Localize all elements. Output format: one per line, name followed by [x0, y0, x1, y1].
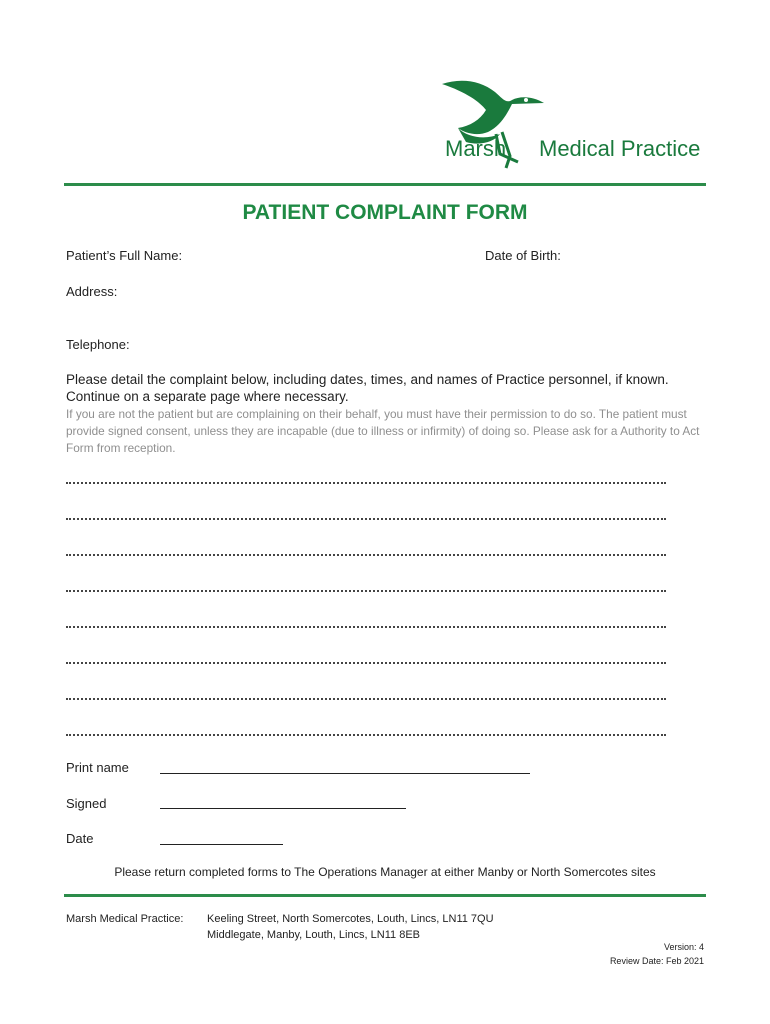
complaint-line-1[interactable] [66, 482, 666, 484]
consent-note: If you are not the patient but are complaining on their behalf, you must have their permission to do so. The patient must provide signed consent, unless they are incapable (due to illness or infirmity) of doing so. Please ask for a Authority to Act Form from reception. [66, 407, 700, 455]
practice-logo [440, 76, 710, 176]
signed-line[interactable] [160, 808, 406, 809]
footer-version: Version: 4 [663, 942, 704, 952]
footer-address-1: Keeling Street, North Somercotes, Louth, Lincs, LN11 7QU [207, 913, 494, 925]
address-label: Address: [66, 284, 118, 299]
dob-label: Date of Birth: [485, 248, 561, 263]
return-instructions: Please return completed forms to The Operations Manager at either Manby or North Somercotes sites [114, 865, 656, 879]
complaint-line-6[interactable] [66, 662, 666, 664]
complaint-line-5[interactable] [66, 626, 666, 628]
footer-review-date: Review Date: Feb 2021 [609, 956, 704, 966]
telephone-label: Telephone: [66, 337, 130, 352]
print-name-label: Print name [66, 760, 129, 775]
complaint-line-3[interactable] [66, 554, 666, 556]
complaint-line-2[interactable] [66, 518, 666, 520]
complaint-line-4[interactable] [66, 590, 666, 592]
complaint-instructions: Please detail the complaint below, including dates, times, and names of Practice personnel, if known. Continue on a separate page where necessary. [66, 372, 669, 404]
footer-divider [64, 894, 706, 897]
footer-address-2: Middlegate, Manby, Louth, Lincs, LN11 8EB [207, 929, 420, 941]
logo-word-marsh: Marsh [445, 136, 507, 161]
signed-label: Signed [66, 796, 107, 811]
date-line[interactable] [160, 844, 283, 845]
full-name-label: Patient’s Full Name: [66, 248, 183, 263]
form-title: PATIENT COMPLAINT FORM [242, 201, 528, 224]
complaint-line-8[interactable] [66, 734, 666, 736]
footer-org-name: Marsh Medical Practice: [66, 913, 184, 925]
complaint-line-7[interactable] [66, 698, 666, 700]
header-divider [64, 183, 706, 186]
print-name-line[interactable] [160, 773, 530, 774]
date-label: Date [66, 831, 94, 846]
logo-word-medical-practice: Medical Practice [539, 136, 701, 161]
